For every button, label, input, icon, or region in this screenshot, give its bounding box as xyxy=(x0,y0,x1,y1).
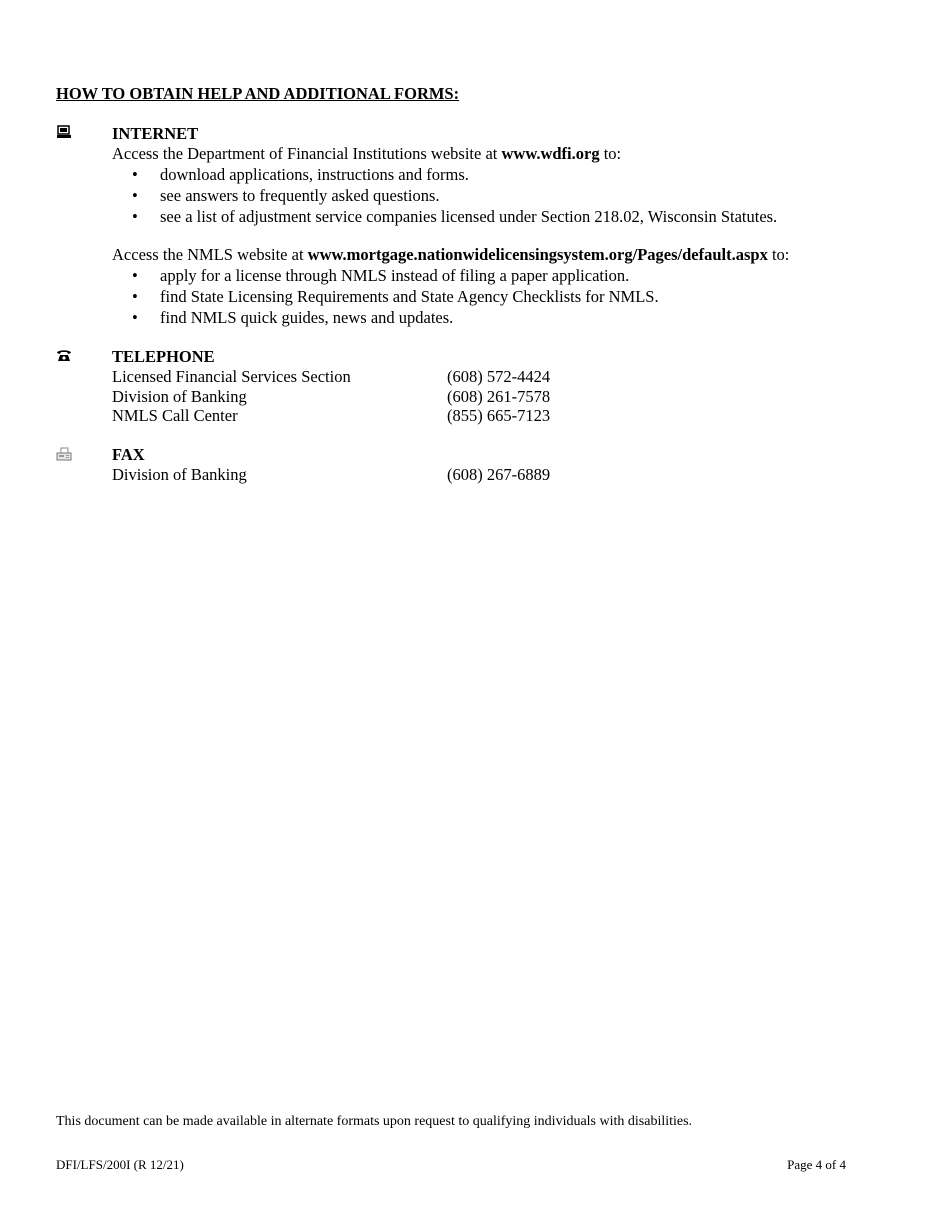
dfi-intro xyxy=(112,144,789,164)
nmls-intro xyxy=(112,245,789,265)
list-item: • download applications, instructions and forms. xyxy=(112,164,789,185)
contact-row xyxy=(112,367,550,387)
contact-name: Division of Banking xyxy=(112,465,247,484)
contact-name: Division of Banking xyxy=(112,386,247,406)
fax-icon xyxy=(56,447,72,461)
list-item: • see answers to frequently asked questions. xyxy=(112,185,789,206)
computer-icon xyxy=(56,125,72,139)
contact-name: NMLS Call Center xyxy=(112,406,238,425)
dfi-intro-text: Access the Department of Financial Institutions website at xyxy=(112,144,502,163)
internet-title: INTERNET xyxy=(112,124,199,143)
list-item: • find NMLS quick guides, news and updates. xyxy=(112,307,789,328)
contact-row xyxy=(112,465,550,485)
list-item: • apply for a license through NMLS instead of filing a paper application. xyxy=(112,265,789,286)
dfi-intro-suffix: to: xyxy=(599,144,622,163)
nmls-intro-suffix: to: xyxy=(767,245,790,264)
contact-name: Licensed Financial Services Section xyxy=(112,367,351,386)
contact-number: (855) 665-7123 xyxy=(447,406,551,425)
internet-section xyxy=(112,124,789,328)
dfi-website-link[interactable]: www.wdfi.org xyxy=(501,144,600,163)
nmls-website-link[interactable]: www.mortgage.nationwidelicensingsystem.org/Pages/default.aspx xyxy=(307,245,768,264)
nmls-intro-text: Access the NMLS website at xyxy=(112,245,308,264)
fax-title: FAX xyxy=(112,445,145,464)
telephone-title: TELEPHONE xyxy=(112,347,215,366)
page-heading: HOW TO OBTAIN HELP AND ADDITIONAL FORMS: xyxy=(56,84,460,103)
contact-row xyxy=(112,387,550,407)
list-item: • see a list of adjustment service companies licensed under Section 218.02, Wisconsin Statutes. xyxy=(112,206,789,227)
dfi-list xyxy=(112,164,789,227)
contact-number: (608) 261-7578 xyxy=(447,386,551,406)
telephone-section xyxy=(112,347,550,426)
contact-number: (608) 572-4424 xyxy=(447,367,551,386)
form-id: DFI/LFS/200I (R 12/21) xyxy=(56,1157,184,1172)
fax-section xyxy=(112,445,550,485)
accessibility-note: This document can be made available in alternate formats upon request to qualifying individuals with disabilities. xyxy=(56,1114,693,1129)
telephone-icon xyxy=(56,348,72,362)
list-item: • find State Licensing Requirements and State Agency Checklists for NMLS. xyxy=(112,286,789,307)
contact-number: (608) 267-6889 xyxy=(447,465,551,484)
page-number: Page 4 of 4 xyxy=(787,1157,846,1172)
contact-row xyxy=(112,406,550,426)
nmls-list xyxy=(112,265,789,328)
